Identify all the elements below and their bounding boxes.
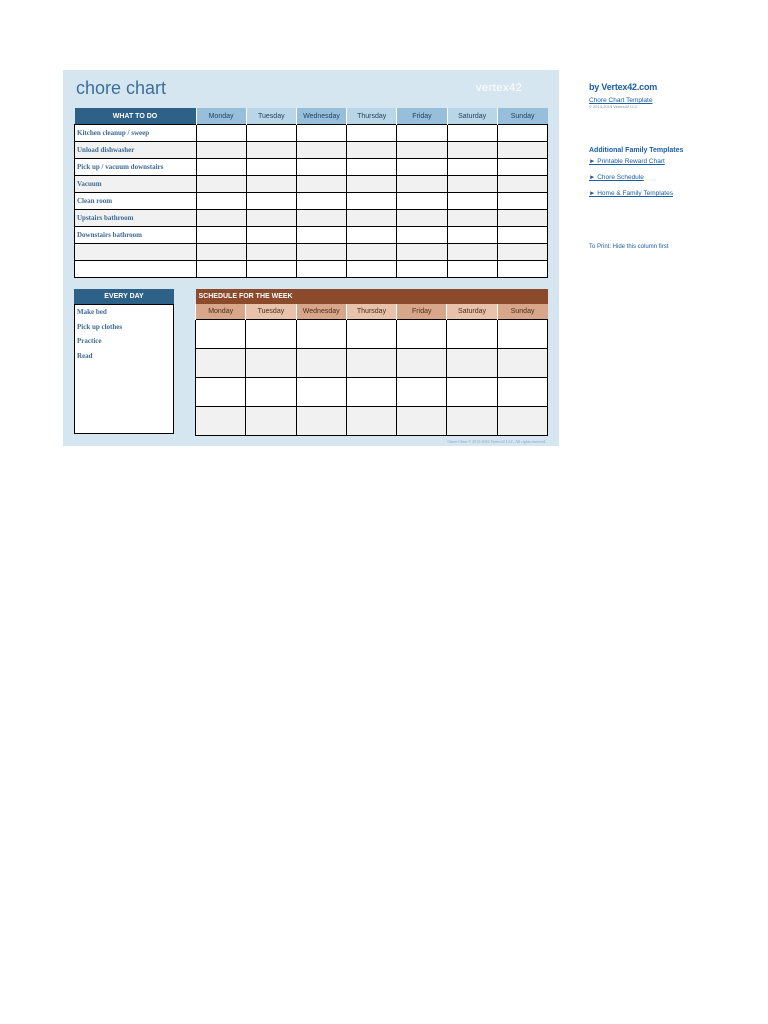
schedule-cell[interactable] <box>346 320 396 349</box>
schedule-cell[interactable] <box>246 320 296 349</box>
check-cell[interactable] <box>447 125 497 142</box>
schedule-cell[interactable] <box>246 378 296 407</box>
schedule-day-monday: Monday <box>196 304 246 320</box>
check-cell[interactable] <box>347 125 397 142</box>
check-cell[interactable] <box>296 244 346 261</box>
check-cell[interactable] <box>347 210 397 227</box>
by-vertex42-link[interactable]: by Vertex42.com <box>589 82 658 92</box>
task-cell[interactable]: Upstairs bathroom <box>75 210 197 227</box>
schedule-cell[interactable] <box>246 407 296 436</box>
check-cell[interactable] <box>296 227 346 244</box>
check-cell[interactable] <box>196 125 246 142</box>
schedule-cell[interactable] <box>296 320 346 349</box>
table-row <box>75 193 548 210</box>
table-row <box>196 320 548 349</box>
check-cell[interactable] <box>196 142 246 159</box>
schedule-cell[interactable] <box>196 378 246 407</box>
check-cell[interactable] <box>246 244 296 261</box>
schedule-cell[interactable] <box>397 378 447 407</box>
check-cell[interactable] <box>246 159 296 176</box>
check-cell[interactable] <box>497 176 547 193</box>
print-note: To Print: Hide this column first <box>589 244 669 250</box>
check-cell[interactable] <box>246 210 296 227</box>
day-header-tuesday: Tuesday <box>246 108 296 125</box>
task-cell[interactable]: Vacuum <box>75 176 197 193</box>
check-cell[interactable] <box>397 159 447 176</box>
schedule-cell[interactable] <box>497 407 547 436</box>
chore-table <box>74 108 548 278</box>
day-header-wednesday: Wednesday <box>296 108 346 125</box>
schedule-day-tuesday: Tuesday <box>246 304 296 320</box>
check-cell[interactable] <box>347 261 397 278</box>
schedule-day-friday: Friday <box>397 304 447 320</box>
check-cell[interactable] <box>497 227 547 244</box>
check-cell[interactable] <box>447 210 497 227</box>
every-day-header: EVERY DAY <box>74 289 174 304</box>
schedule-cell[interactable] <box>447 378 497 407</box>
list-item[interactable]: Pick up clothes <box>77 322 123 331</box>
printable-reward-chart-link[interactable]: ► Printable Reward Chart <box>589 158 665 165</box>
home-family-templates-link[interactable]: ► Home & Family Templates <box>589 190 673 197</box>
check-cell[interactable] <box>196 261 246 278</box>
schedule-cell[interactable] <box>397 320 447 349</box>
schedule-day-sunday: Sunday <box>497 304 547 320</box>
check-cell[interactable] <box>447 193 497 210</box>
task-cell[interactable] <box>75 261 197 278</box>
check-cell[interactable] <box>497 159 547 176</box>
list-item[interactable]: Read <box>77 351 93 360</box>
chore-chart-template-link[interactable]: Chore Chart Template <box>589 97 653 104</box>
schedule-day-wednesday: Wednesday <box>296 304 346 320</box>
side-copyright: © 2013-2019 Vertex42 LLC <box>589 104 638 109</box>
check-cell[interactable] <box>497 261 547 278</box>
schedule-cell[interactable] <box>246 349 296 378</box>
schedule-cell[interactable] <box>196 320 246 349</box>
sheet-copyright: Chore Chart © 2013-2022 Vertex42 LLC. All rights reserved. <box>447 439 546 444</box>
table-row <box>75 125 548 142</box>
check-cell[interactable] <box>196 244 246 261</box>
check-cell[interactable] <box>246 125 296 142</box>
additional-templates-heading: Additional Family Templates <box>589 147 684 154</box>
check-cell[interactable] <box>296 142 346 159</box>
schedule-cell[interactable] <box>447 320 497 349</box>
side-panel <box>589 82 759 250</box>
chore-chart-sheet <box>63 70 559 446</box>
schedule-cell[interactable] <box>296 378 346 407</box>
schedule-cell[interactable] <box>497 378 547 407</box>
check-cell[interactable] <box>397 227 447 244</box>
day-header-friday: Friday <box>397 108 447 125</box>
check-cell[interactable] <box>246 227 296 244</box>
task-cell[interactable]: Pick up / vacuum downstairs <box>75 159 197 176</box>
check-cell[interactable] <box>296 261 346 278</box>
check-cell[interactable] <box>397 244 447 261</box>
schedule-day-saturday: Saturday <box>447 304 497 320</box>
day-header-thursday: Thursday <box>347 108 397 125</box>
list-item[interactable]: Make bed <box>77 308 107 316</box>
check-cell[interactable] <box>447 244 497 261</box>
check-cell[interactable] <box>497 193 547 210</box>
table-row <box>75 176 548 193</box>
check-cell[interactable] <box>196 176 246 193</box>
task-cell[interactable]: Unload dishwasher <box>75 142 197 159</box>
schedule-cell[interactable] <box>497 349 547 378</box>
task-cell[interactable]: Downstairs bathroom <box>75 227 197 244</box>
schedule-table <box>195 289 548 436</box>
table-row <box>75 244 548 261</box>
table-row <box>196 407 548 436</box>
schedule-cell[interactable] <box>346 349 396 378</box>
day-header-sunday: Sunday <box>497 108 547 125</box>
check-cell[interactable] <box>347 142 397 159</box>
check-cell[interactable] <box>497 142 547 159</box>
schedule-cell[interactable] <box>447 349 497 378</box>
list-item[interactable]: Practice <box>77 337 102 345</box>
schedule-header-row <box>196 289 548 304</box>
day-header-monday: Monday <box>196 108 246 125</box>
schedule-cell[interactable] <box>447 407 497 436</box>
check-cell[interactable] <box>447 176 497 193</box>
check-cell[interactable] <box>196 159 246 176</box>
check-cell[interactable] <box>296 159 346 176</box>
table-row <box>75 227 548 244</box>
page-title: chore chart <box>76 78 167 98</box>
check-cell[interactable] <box>246 142 296 159</box>
task-cell[interactable]: Kitchen cleanup / sweep <box>75 125 197 142</box>
check-cell[interactable] <box>246 193 296 210</box>
check-cell[interactable] <box>447 159 497 176</box>
table-row <box>196 349 548 378</box>
vertex42-logo: vertex42 <box>476 82 523 94</box>
check-cell[interactable] <box>347 227 397 244</box>
schedule-cell[interactable] <box>296 349 346 378</box>
check-cell[interactable] <box>497 210 547 227</box>
table-row <box>75 261 548 278</box>
check-cell[interactable] <box>397 176 447 193</box>
schedule-cell[interactable] <box>296 407 346 436</box>
check-cell[interactable] <box>196 210 246 227</box>
check-cell[interactable] <box>497 125 547 142</box>
day-header-saturday: Saturday <box>447 108 497 125</box>
task-cell[interactable]: Clean room <box>75 193 197 210</box>
check-cell[interactable] <box>347 193 397 210</box>
every-day-list[interactable] <box>74 304 174 434</box>
check-cell[interactable] <box>347 159 397 176</box>
schedule-cell[interactable] <box>346 407 396 436</box>
chore-table-header <box>75 108 548 125</box>
table-row <box>75 159 548 176</box>
table-row <box>196 378 548 407</box>
check-cell[interactable] <box>296 210 346 227</box>
check-cell[interactable] <box>246 176 296 193</box>
check-cell[interactable] <box>397 261 447 278</box>
table-row <box>75 210 548 227</box>
schedule-cell[interactable] <box>497 320 547 349</box>
check-cell[interactable] <box>347 244 397 261</box>
schedule-cell[interactable] <box>196 349 246 378</box>
check-cell[interactable] <box>447 142 497 159</box>
check-cell[interactable] <box>347 176 397 193</box>
check-cell[interactable] <box>296 193 346 210</box>
schedule-header: SCHEDULE FOR THE WEEK <box>196 289 548 304</box>
check-cell[interactable] <box>397 142 447 159</box>
schedule-day-row <box>196 304 548 320</box>
check-cell[interactable] <box>447 261 497 278</box>
schedule-cell[interactable] <box>397 349 447 378</box>
check-cell[interactable] <box>447 227 497 244</box>
check-cell[interactable] <box>296 125 346 142</box>
check-cell[interactable] <box>196 193 246 210</box>
table-row <box>75 142 548 159</box>
check-cell[interactable] <box>196 227 246 244</box>
check-cell[interactable] <box>246 261 296 278</box>
what-to-do-header: WHAT TO DO <box>75 108 197 125</box>
schedule-cell[interactable] <box>397 407 447 436</box>
chore-schedule-link[interactable]: ► Chore Schedule <box>589 174 644 181</box>
check-cell[interactable] <box>296 176 346 193</box>
check-cell[interactable] <box>397 125 447 142</box>
task-cell[interactable] <box>75 244 197 261</box>
check-cell[interactable] <box>397 193 447 210</box>
schedule-cell[interactable] <box>196 407 246 436</box>
check-cell[interactable] <box>497 244 547 261</box>
schedule-day-thursday: Thursday <box>346 304 396 320</box>
every-day-panel <box>74 289 174 435</box>
schedule-cell[interactable] <box>346 378 396 407</box>
check-cell[interactable] <box>397 210 447 227</box>
